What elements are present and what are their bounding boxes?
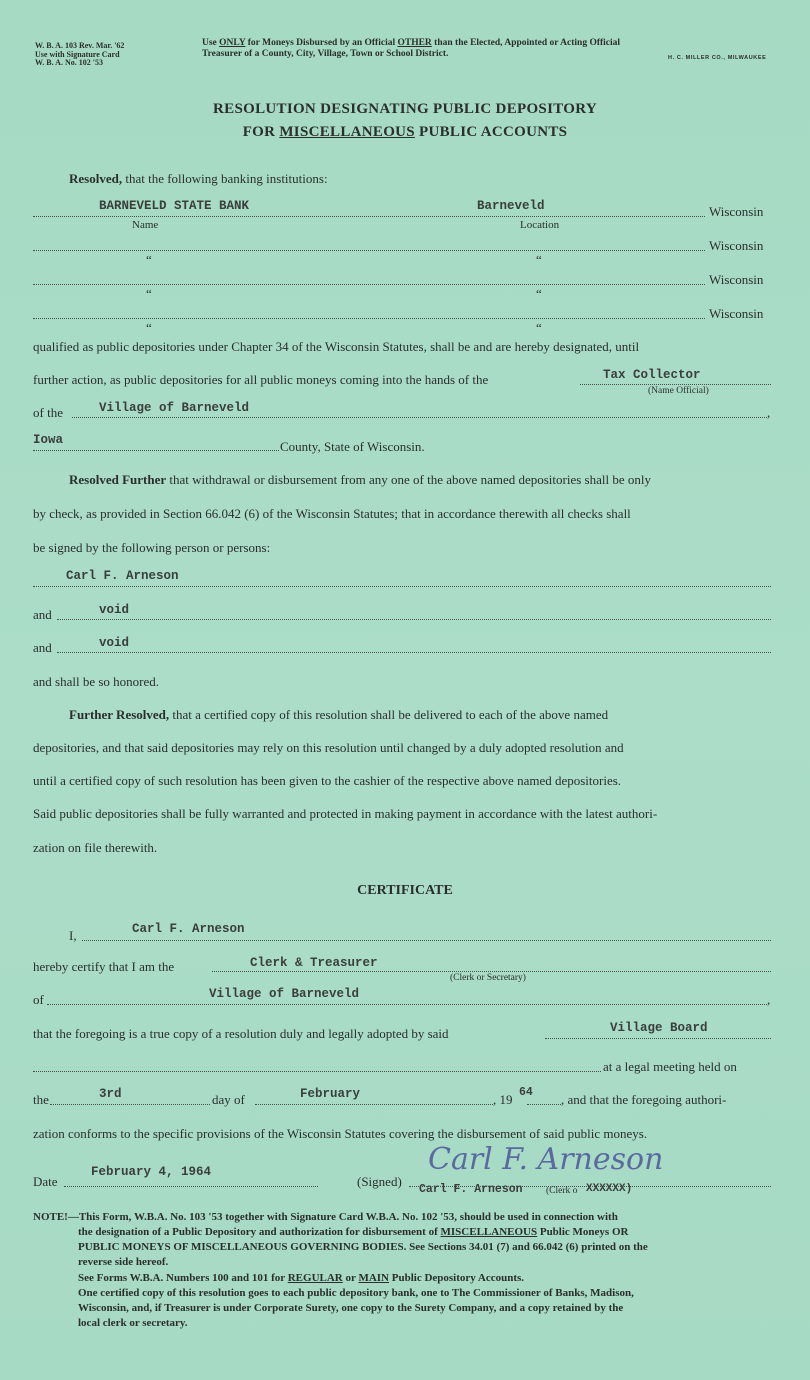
county-line bbox=[33, 450, 279, 451]
official-line bbox=[580, 384, 771, 385]
usage-line2: Treasurer of a County, City, Village, Town or School District. bbox=[202, 49, 449, 59]
ditto-mark: “ bbox=[536, 320, 542, 335]
the-label: the bbox=[33, 1092, 49, 1107]
title-miscellaneous: MISCELLANEOUS bbox=[279, 124, 415, 140]
comma: , bbox=[767, 992, 771, 1007]
form-code-line: W. B. A. No. 102 '53 bbox=[35, 58, 103, 67]
and-label: and bbox=[33, 640, 52, 655]
typed-signer-name: Carl F. Arneson bbox=[419, 1183, 523, 1196]
resolved-intro bbox=[69, 171, 328, 187]
position-value: Clerk & Treasurer bbox=[250, 956, 378, 970]
date-value: February 4, 1964 bbox=[91, 1165, 212, 1179]
title-text: PUBLIC ACCOUNTS bbox=[414, 124, 568, 140]
of-the-label: of the bbox=[33, 405, 63, 420]
ditto-mark: “ bbox=[146, 252, 152, 267]
resolved-lead: Resolved, bbox=[69, 171, 123, 186]
county-text: County, State of Wisconsin. bbox=[280, 439, 425, 454]
resolved-text: that the following banking institutions: bbox=[122, 171, 328, 186]
note-line: the designation of a Public Depository and authorization for disbursement of bbox=[78, 1226, 441, 1238]
resolved-further-line3: be signed by the following person or persons: bbox=[33, 540, 271, 555]
usage-only: ONLY bbox=[219, 38, 246, 48]
state-label: Wisconsin bbox=[709, 306, 764, 321]
meeting-line bbox=[33, 1071, 601, 1072]
after-year-text: , and that the foregoing authori- bbox=[561, 1092, 727, 1107]
form-code-line: W. B. A. 103 Rev. Mar. '62 bbox=[35, 41, 125, 50]
signer-line-3 bbox=[57, 652, 771, 653]
usage-text: than the Elected, Appointed or Acting Official bbox=[431, 38, 621, 48]
note-regular: REGULAR bbox=[287, 1272, 343, 1284]
usage-text: Use bbox=[202, 38, 220, 48]
bank-location: Barneveld bbox=[477, 199, 545, 213]
title-line2 bbox=[0, 124, 810, 141]
board-value: Village Board bbox=[610, 1021, 708, 1035]
person-line bbox=[82, 940, 771, 941]
ditto-mark: “ bbox=[536, 252, 542, 267]
further-action-text: further action, as public depositories for all public moneys coming into the hands of the bbox=[33, 372, 489, 387]
board-line bbox=[545, 1038, 771, 1039]
note-main: MAIN bbox=[358, 1272, 389, 1284]
struck-caption: XXXXXX) bbox=[586, 1183, 633, 1195]
cert-entity-value: Village of Barneveld bbox=[209, 987, 360, 1001]
printer-credit: H. C. MILLER CO., MILWAUKEE bbox=[668, 55, 767, 61]
signed-label: (Signed) bbox=[357, 1174, 402, 1189]
certify-text: hereby certify that I am the bbox=[33, 959, 175, 974]
ditto-mark: “ bbox=[146, 286, 152, 301]
further-resolved-line5: zation on file therewith. bbox=[33, 840, 158, 855]
position-caption: (Clerk or Secretary) bbox=[450, 973, 526, 983]
of-label: of bbox=[33, 992, 44, 1007]
bank-name: BARNEVELD STATE BANK bbox=[99, 199, 250, 213]
qualified-text: qualified as public depositories under Chapter 34 of the Wisconsin Statutes, shall be and are hereby designated, until bbox=[33, 339, 640, 354]
further-resolved-line4: Said public depositories shall be fully warranted and protected in making payment in accordance with the latest authori- bbox=[33, 806, 658, 821]
state-label: Wisconsin bbox=[709, 204, 764, 219]
usage-notice bbox=[202, 38, 620, 60]
clerk-caption: (Clerk o bbox=[546, 1186, 578, 1196]
form-code-line: Use with Signature Card bbox=[35, 49, 120, 59]
resolved-further-text: that withdrawal or disbursement from any one of the above named depositories shall be only bbox=[166, 472, 651, 487]
position-line bbox=[212, 971, 771, 972]
form-code-block bbox=[35, 42, 124, 68]
day-of-label: day of bbox=[212, 1092, 245, 1107]
title-line1: RESOLUTION DESIGNATING PUBLIC DEPOSITORY bbox=[213, 101, 597, 117]
comma: , bbox=[767, 405, 771, 420]
usage-text: for Moneys Disbursed by an Official bbox=[245, 38, 398, 48]
conforms-text: zation conforms to the specific provisions of the Wisconsin Statutes covering the disbursement of said public moneys. bbox=[33, 1126, 648, 1141]
month-line bbox=[255, 1104, 493, 1105]
note-line: local clerk or secretary. bbox=[78, 1317, 188, 1329]
date-label: Date bbox=[33, 1174, 58, 1189]
handwritten-signature: Carl F. Arneson bbox=[428, 1142, 664, 1177]
year-line bbox=[527, 1104, 561, 1105]
official-caption: (Name Official) bbox=[648, 386, 709, 396]
legal-meeting-text: at a legal meeting held on bbox=[603, 1059, 737, 1074]
note-lead: NOTE!— bbox=[33, 1211, 79, 1223]
further-resolved-text: that a certified copy of this resolution shall be delivered to each of the above named bbox=[169, 707, 609, 722]
further-resolved-lead: Further Resolved, bbox=[69, 707, 170, 722]
note-line: Public Depository Accounts. bbox=[389, 1272, 525, 1284]
further-resolved-line3: until a certified copy of such resolution has been given to the cashier of the respective above named depositories. bbox=[33, 773, 622, 788]
resolved-further-line1 bbox=[69, 472, 651, 488]
certifier-name: Carl F. Arneson bbox=[132, 922, 245, 936]
footnote bbox=[33, 1210, 778, 1331]
name-caption: Name bbox=[132, 219, 159, 231]
entity-value: Village of Barneveld bbox=[99, 401, 250, 415]
note-line: Wisconsin, and, if Treasurer is under Corporate Surety, one copy to the Surety Company, and a copy retained by the bbox=[78, 1302, 624, 1314]
month-value: February bbox=[300, 1087, 361, 1101]
foregoing-text: that the foregoing is a true copy of a resolution duly and legally adopted by said bbox=[33, 1026, 449, 1041]
further-resolved-line2: depositories, and that said depositories may rely on this resolution until changed by a duly adopted resolution and bbox=[33, 740, 624, 755]
day-line bbox=[50, 1104, 210, 1105]
bank-line-3 bbox=[33, 284, 705, 285]
signer-2: void bbox=[99, 603, 130, 617]
signer-line-1 bbox=[33, 586, 771, 587]
signer-3: void bbox=[99, 636, 130, 650]
i-label: I, bbox=[69, 928, 77, 943]
cert-entity-line bbox=[47, 1004, 767, 1005]
note-miscellaneous: MISCELLANEOUS bbox=[440, 1226, 538, 1238]
resolved-further-lead: Resolved Further bbox=[69, 472, 167, 487]
and-label: and bbox=[33, 607, 52, 622]
county-value: Iowa bbox=[33, 433, 64, 447]
year-prefix: , 19 bbox=[493, 1092, 513, 1107]
certificate-heading: CERTIFICATE bbox=[357, 883, 453, 898]
title-text: FOR bbox=[242, 124, 280, 140]
note-line: This Form, W.B.A. No. 103 '53 together with Signature Card W.B.A. No. 102 '53, should be used in connection with bbox=[78, 1211, 618, 1223]
note-line: or bbox=[342, 1272, 359, 1284]
state-label: Wisconsin bbox=[709, 272, 764, 287]
note-line: reverse side hereof. bbox=[78, 1256, 169, 1268]
location-caption: Location bbox=[520, 219, 560, 231]
usage-other: OTHER bbox=[397, 38, 432, 48]
note-line: PUBLIC MONEYS OF MISCELLANEOUS GOVERNING BODIES. See Sections 34.01 (7) and 66.042 (6) printed on the bbox=[78, 1241, 648, 1253]
note-line: Public Moneys OR bbox=[537, 1226, 629, 1238]
bank-line-4 bbox=[33, 318, 705, 319]
date-line bbox=[64, 1186, 318, 1187]
bank-line-1 bbox=[33, 216, 705, 217]
year-value: 64 bbox=[519, 1086, 533, 1099]
state-label: Wisconsin bbox=[709, 238, 764, 253]
official-value: Tax Collector bbox=[603, 368, 701, 382]
resolved-further-line2: by check, as provided in Section 66.042 (6) of the Wisconsin Statutes; that in accordance therewith all checks shall bbox=[33, 506, 631, 521]
signer-1: Carl F. Arneson bbox=[66, 569, 179, 583]
honored-text: and shall be so honored. bbox=[33, 674, 160, 689]
bank-line-2 bbox=[33, 250, 705, 251]
ditto-mark: “ bbox=[536, 286, 542, 301]
further-resolved-line1 bbox=[69, 707, 608, 723]
ditto-mark: “ bbox=[146, 320, 152, 335]
note-line: One certified copy of this resolution goes to each public depository bank, one to The Commissioner of Banks, Madison, bbox=[78, 1287, 634, 1299]
day-value: 3rd bbox=[99, 1087, 122, 1101]
note-line: See Forms W.B.A. Numbers 100 and 101 for bbox=[78, 1272, 288, 1284]
entity-line bbox=[72, 417, 767, 418]
signer-line-2 bbox=[57, 619, 771, 620]
